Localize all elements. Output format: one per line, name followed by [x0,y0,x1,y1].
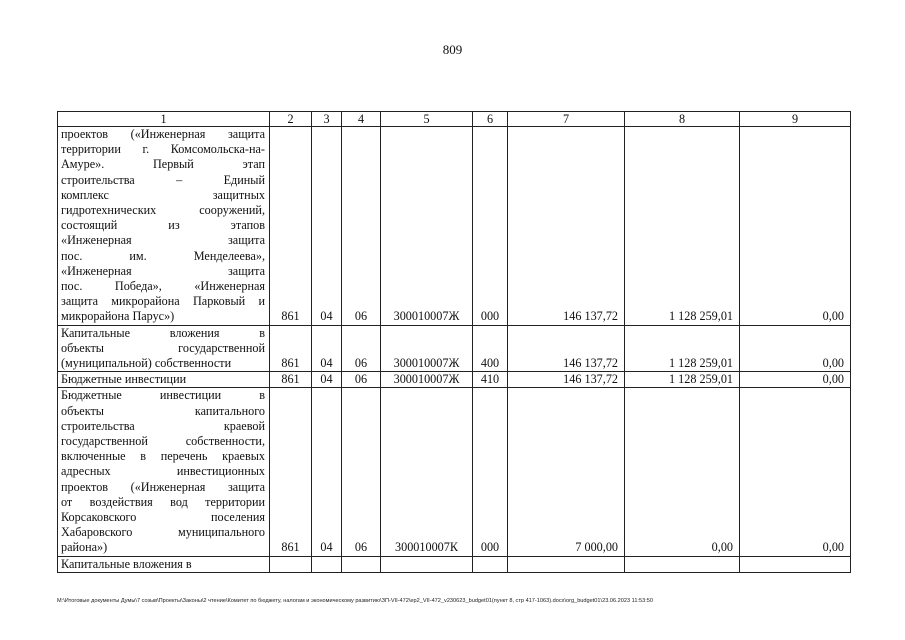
subsection-cell: 06 [342,372,381,388]
row-name-line: состоящий из этапов [61,218,265,233]
sum-col7-cell: 146 137,72 [508,372,625,388]
subsection-cell: 06 [342,325,381,372]
sum-col9-cell: 0,00 [740,127,851,326]
header-cell-2: 2 [270,112,312,127]
table-row [58,372,851,388]
sum-col9-cell [740,556,851,572]
row-name-line: строительства – Единый [61,172,265,187]
target-article-cell: 300010007Ж [381,325,473,372]
expense-type-cell [473,556,508,572]
section-cell: 04 [312,127,342,326]
header-cell-7: 7 [508,112,625,127]
grbs-cell: 861 [270,127,312,326]
sum-col8-cell [625,556,740,572]
expense-type-cell: 400 [473,325,508,372]
row-name-line: гидротехнических сооружений, [61,203,265,218]
row-name-line: Амуре». Первый этап [61,157,265,172]
row-name-line: адресных инвестиционных [61,464,265,479]
budget-table [57,111,851,573]
row-name-line: проектов («Инженерная защита [61,127,265,141]
grbs-cell: 861 [270,372,312,388]
expense-type-cell: 000 [473,127,508,326]
sum-col9-cell: 0,00 [740,372,851,388]
section-cell: 04 [312,372,342,388]
header-cell-4: 4 [342,112,381,127]
expense-type-cell: 410 [473,372,508,388]
section-cell: 04 [312,325,342,372]
grbs-cell [270,556,312,572]
header-row [58,112,851,127]
grbs-cell: 861 [270,388,312,556]
sum-col7-cell: 146 137,72 [508,325,625,372]
row-name-line: микрорайона Парус») [61,309,175,324]
row-name-cell [58,388,270,556]
row-name-line: от воздействия вод территории [61,494,265,509]
subsection-cell: 06 [342,388,381,556]
sum-col7-cell [508,556,625,572]
row-name-cell [58,127,270,326]
target-article-cell: 300010007Ж [381,372,473,388]
row-name-line: Капитальные вложения в [61,325,265,340]
sum-col8-cell: 1 128 259,01 [625,127,740,326]
header-cell-9: 9 [740,112,851,127]
section-cell: 04 [312,388,342,556]
header-cell-1: 1 [58,112,270,127]
row-name-line: объекты капитального [61,403,265,418]
table-row [58,325,851,372]
row-name-cell [58,556,270,572]
row-name-line: Хабаровского муниципального [61,525,265,540]
subsection-cell: 06 [342,127,381,326]
sum-col7-cell: 146 137,72 [508,127,625,326]
target-article-cell [381,556,473,572]
row-name-line: пос. им. Менделеева», [61,248,265,263]
row-name-line: «Инженерная защита [61,263,265,278]
sum-col8-cell: 1 128 259,01 [625,325,740,372]
row-name-line: защита микрорайона Парковый и [61,294,265,309]
row-name-line: Бюджетные инвестиции [61,372,187,387]
sum-col8-cell: 0,00 [625,388,740,556]
sum-col9-cell: 0,00 [740,325,851,372]
row-name-line: Корсаковского поселения [61,510,265,525]
target-article-cell: 300010007К [381,388,473,556]
row-name-line: района») [61,540,108,555]
row-name-line: территории г. Комсомольска-на- [61,142,265,157]
sum-col9-cell: 0,00 [740,388,851,556]
row-name-line: (муниципальной) собственности [61,356,232,371]
row-name-cell [58,372,270,388]
table-row [58,556,851,572]
header-cell-8: 8 [625,112,740,127]
row-name-line: Капитальные вложения в [61,556,192,571]
table-row [58,388,851,556]
row-name-line: комплекс защитных [61,187,265,202]
section-cell [312,556,342,572]
footer-file-path: M:\Итоговые документы Думы\7 созыв\Проекты\Законы\2 чтение\Комитет по бюджету, налогам и экономическому развитию\ЗП-VII-472\ep2_VII-472_v230623_budget01(пункт 8, стр 417-1063).docx\org_budget01\23.06.2023 11:53:50 [57,598,653,604]
table-body [58,112,851,573]
row-name-line: государственной собственности, [61,434,265,449]
row-name-line: «Инженерная защита [61,233,265,248]
page-number: 809 [442,42,463,57]
row-name-line: проектов («Инженерная защита [61,479,265,494]
row-name-line: строительства краевой [61,418,265,433]
grbs-cell: 861 [270,325,312,372]
row-name-line: объекты государственной [61,340,265,355]
header-cell-3: 3 [312,112,342,127]
row-name-line: пос. Победа», «Инженерная [61,279,265,294]
header-cell-5: 5 [381,112,473,127]
subsection-cell [342,556,381,572]
table-row [58,127,851,326]
target-article-cell: 300010007Ж [381,127,473,326]
sum-col7-cell: 7 000,00 [508,388,625,556]
expense-type-cell: 000 [473,388,508,556]
row-name-line: включенные в перечень краевых [61,449,265,464]
row-name-line: Бюджетные инвестиции в [61,388,265,403]
row-name-cell [58,325,270,372]
sum-col8-cell: 1 128 259,01 [625,372,740,388]
header-cell-6: 6 [473,112,508,127]
